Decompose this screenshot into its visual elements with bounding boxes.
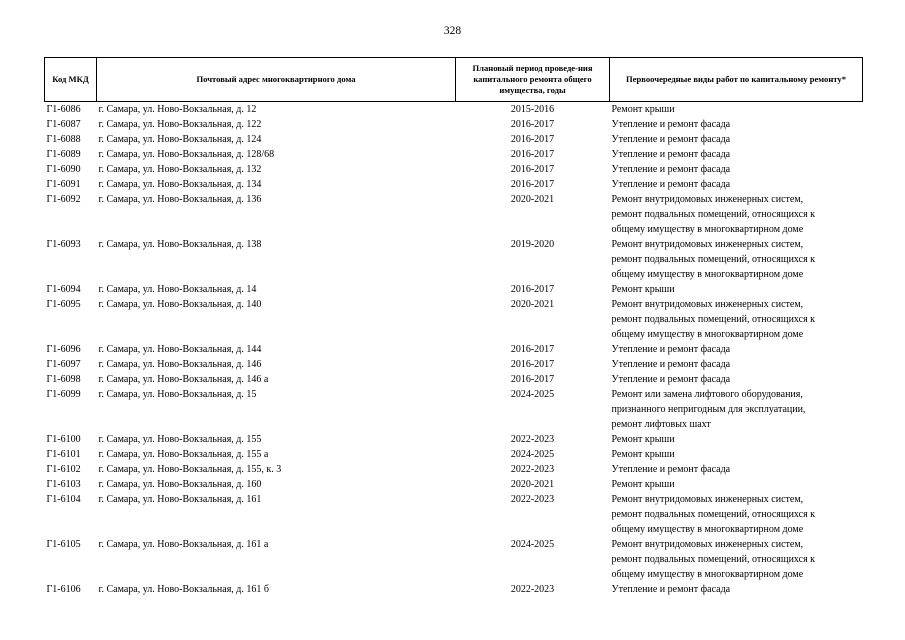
works-cell xyxy=(610,162,863,177)
table-row xyxy=(45,177,863,192)
table-row xyxy=(45,387,863,432)
period-cell: 2016-2017 xyxy=(510,149,555,160)
works-line: Ремонт внутридомовых инженерных систем, xyxy=(611,299,804,310)
address-cell: г. Самара, ул. Ново-Вокзальная, д. 124 xyxy=(98,134,262,145)
works-cell xyxy=(610,477,863,492)
works-line: Утепление и ремонт фасада xyxy=(611,584,731,595)
address-cell: г. Самара, ул. Ново-Вокзальная, д. 15 xyxy=(98,389,257,400)
works-cell xyxy=(610,357,863,372)
address-cell: г. Самара, ул. Ново-Вокзальная, д. 160 xyxy=(98,479,262,490)
address-cell: г. Самара, ул. Ново-Вокзальная, д. 14 xyxy=(98,284,257,295)
table-row xyxy=(45,492,863,537)
mkd-code-cell: Г1-6105 xyxy=(46,539,81,550)
mkd-code-cell: Г1-6086 xyxy=(46,104,81,115)
period-cell: 2016-2017 xyxy=(510,359,555,370)
period-cell: 2016-2017 xyxy=(510,134,555,145)
mkd-code-cell: Г1-6104 xyxy=(46,494,81,505)
mkd-code-cell: Г1-6096 xyxy=(46,344,81,355)
works-line: Ремонт внутридомовых инженерных систем, xyxy=(611,539,804,550)
period-cell: 2019-2020 xyxy=(510,239,555,250)
period-cell: 2020-2021 xyxy=(510,194,555,205)
works-line: общему имуществу в многоквартирном доме xyxy=(611,329,804,340)
mkd-code-cell: Г1-6098 xyxy=(46,374,81,385)
mkd-code-cell: Г1-6092 xyxy=(46,194,81,205)
table-row xyxy=(45,537,863,582)
period-cell: 2020-2021 xyxy=(510,479,555,490)
table-row xyxy=(45,342,863,357)
address-cell: г. Самара, ул. Ново-Вокзальная, д. 146 xyxy=(98,359,262,370)
works-line: Ремонт внутридомовых инженерных систем, xyxy=(611,194,804,205)
table-row xyxy=(45,132,863,147)
works-cell xyxy=(610,537,863,582)
works-line: Ремонт внутридомовых инженерных систем, xyxy=(611,239,804,250)
address-cell: г. Самара, ул. Ново-Вокзальная, д. 161 а xyxy=(98,539,269,550)
period-cell: 2016-2017 xyxy=(510,164,555,175)
address-cell: г. Самара, ул. Ново-Вокзальная, д. 140 xyxy=(98,299,262,310)
works-cell xyxy=(610,282,863,297)
works-cell xyxy=(610,492,863,537)
address-cell: г. Самара, ул. Ново-Вокзальная, д. 134 xyxy=(98,179,262,190)
capital-repair-table xyxy=(44,57,863,597)
page-number: 328 xyxy=(443,25,462,37)
mkd-code-cell: Г1-6089 xyxy=(46,149,81,160)
address-cell: г. Самара, ул. Ново-Вокзальная, д. 155, к. 3 xyxy=(98,464,282,475)
mkd-code-cell: Г1-6095 xyxy=(46,299,81,310)
period-cell: 2022-2023 xyxy=(510,584,555,595)
mkd-code-cell: Г1-6101 xyxy=(46,449,81,460)
period-cell: 2016-2017 xyxy=(510,179,555,190)
works-line: общему имуществу в многоквартирном доме xyxy=(611,524,804,535)
works-line: Ремонт внутридомовых инженерных систем, xyxy=(611,494,804,505)
period-cell: 2016-2017 xyxy=(510,284,555,295)
works-line: ремонт подвальных помещений, относящихся к xyxy=(611,509,816,520)
works-cell xyxy=(610,132,863,147)
address-cell: г. Самара, ул. Ново-Вокзальная, д. 12 xyxy=(98,104,257,115)
works-line: ремонт подвальных помещений, относящихся к xyxy=(611,314,816,325)
mkd-code-cell: Г1-6103 xyxy=(46,479,81,490)
works-line: Ремонт крыши xyxy=(611,284,675,295)
period-cell: 2022-2023 xyxy=(510,434,555,445)
mkd-code-cell: Г1-6088 xyxy=(46,134,81,145)
header-address: Почтовый адрес многоквартирного дома xyxy=(97,58,456,102)
period-cell: 2016-2017 xyxy=(510,119,555,130)
works-line: Утепление и ремонт фасада xyxy=(611,164,731,175)
works-line: ремонт лифтовых шахт xyxy=(611,419,711,430)
works-cell xyxy=(610,102,863,118)
header-works: Первоочередные виды работ по капитальному ремонту* xyxy=(610,58,863,102)
works-line: Утепление и ремонт фасада xyxy=(611,149,731,160)
works-cell xyxy=(610,462,863,477)
works-line: Утепление и ремонт фасада xyxy=(611,344,731,355)
table-row xyxy=(45,102,863,118)
works-line: Утепление и ремонт фасада xyxy=(611,374,731,385)
period-cell: 2016-2017 xyxy=(510,344,555,355)
address-cell: г. Самара, ул. Ново-Вокзальная, д. 146 а xyxy=(98,374,269,385)
mkd-code-cell: Г1-6097 xyxy=(46,359,81,370)
table-row xyxy=(45,372,863,387)
period-cell: 2022-2023 xyxy=(510,464,555,475)
works-line: ремонт подвальных помещений, относящихся к xyxy=(611,554,816,565)
works-cell xyxy=(610,117,863,132)
table-header xyxy=(45,58,863,102)
works-cell xyxy=(610,147,863,162)
table-row xyxy=(45,297,863,342)
works-cell xyxy=(610,177,863,192)
table-row xyxy=(45,282,863,297)
works-line: Утепление и ремонт фасада xyxy=(611,359,731,370)
period-cell: 2022-2023 xyxy=(510,494,555,505)
period-cell: 2024-2025 xyxy=(510,539,555,550)
works-cell xyxy=(610,447,863,462)
works-line: Утепление и ремонт фасада xyxy=(611,464,731,475)
works-cell xyxy=(610,297,863,342)
table-row xyxy=(45,192,863,237)
works-cell xyxy=(610,582,863,597)
address-cell: г. Самара, ул. Ново-Вокзальная, д. 128/68 xyxy=(98,149,275,160)
address-cell: г. Самара, ул. Ново-Вокзальная, д. 122 xyxy=(98,119,262,130)
table-row xyxy=(45,477,863,492)
works-line: ремонт подвальных помещений, относящихся к xyxy=(611,254,816,265)
address-cell: г. Самара, ул. Ново-Вокзальная, д. 136 xyxy=(98,194,262,205)
table-row xyxy=(45,117,863,132)
mkd-code-cell: Г1-6094 xyxy=(46,284,81,295)
works-line: Утепление и ремонт фасада xyxy=(611,119,731,130)
works-line: Утепление и ремонт фасада xyxy=(611,134,731,145)
mkd-code-cell: Г1-6093 xyxy=(46,239,81,250)
period-cell: 2020-2021 xyxy=(510,299,555,310)
mkd-code-cell: Г1-6091 xyxy=(46,179,81,190)
works-cell xyxy=(610,387,863,432)
table-row xyxy=(45,582,863,597)
address-cell: г. Самара, ул. Ново-Вокзальная, д. 161 б xyxy=(98,584,269,595)
mkd-code-cell: Г1-6099 xyxy=(46,389,81,400)
address-cell: г. Самара, ул. Ново-Вокзальная, д. 161 xyxy=(98,494,262,505)
table-row xyxy=(45,162,863,177)
header-code: Код МКД xyxy=(45,58,97,102)
address-cell: г. Самара, ул. Ново-Вокзальная, д. 144 xyxy=(98,344,262,355)
table-row xyxy=(45,357,863,372)
works-cell xyxy=(610,342,863,357)
works-line: общему имуществу в многоквартирном доме xyxy=(611,224,804,235)
mkd-code-cell: Г1-6102 xyxy=(46,464,81,475)
table-row xyxy=(45,447,863,462)
mkd-code-cell: Г1-6090 xyxy=(46,164,81,175)
works-line: Ремонт крыши xyxy=(611,434,675,445)
works-line: общему имуществу в многоквартирном доме xyxy=(611,269,804,280)
period-cell: 2024-2025 xyxy=(510,389,555,400)
address-cell: г. Самара, ул. Ново-Вокзальная, д. 138 xyxy=(98,239,262,250)
works-line: Утепление и ремонт фасада xyxy=(611,179,731,190)
address-cell: г. Самара, ул. Ново-Вокзальная, д. 155 xyxy=(98,434,262,445)
mkd-code-cell: Г1-6087 xyxy=(46,119,81,130)
works-cell xyxy=(610,372,863,387)
period-cell: 2015-2016 xyxy=(510,104,555,115)
works-cell xyxy=(610,432,863,447)
works-line: Ремонт крыши xyxy=(611,104,675,115)
period-cell: 2016-2017 xyxy=(510,374,555,385)
table-row xyxy=(45,237,863,282)
works-line: Ремонт крыши xyxy=(611,449,675,460)
works-line: Ремонт крыши xyxy=(611,479,675,490)
table-row xyxy=(45,432,863,447)
works-cell xyxy=(610,237,863,282)
address-cell: г. Самара, ул. Ново-Вокзальная, д. 132 xyxy=(98,164,262,175)
works-line: общему имуществу в многоквартирном доме xyxy=(611,569,804,580)
table-row xyxy=(45,147,863,162)
mkd-code-cell: Г1-6106 xyxy=(46,584,81,595)
mkd-code-cell: Г1-6100 xyxy=(46,434,81,445)
works-line: ремонт подвальных помещений, относящихся к xyxy=(611,209,816,220)
period-cell: 2024-2025 xyxy=(510,449,555,460)
table-row xyxy=(45,462,863,477)
works-cell xyxy=(610,192,863,237)
works-line: Ремонт или замена лифтового оборудования, xyxy=(611,389,803,400)
address-cell: г. Самара, ул. Ново-Вокзальная, д. 155 а xyxy=(98,449,269,460)
header-period: Плановый период проведе-ния капитального ремонта общего имущества, годы xyxy=(456,58,610,102)
works-line: признанного непригодным для эксплуатации, xyxy=(611,404,806,415)
table-body xyxy=(45,102,863,598)
